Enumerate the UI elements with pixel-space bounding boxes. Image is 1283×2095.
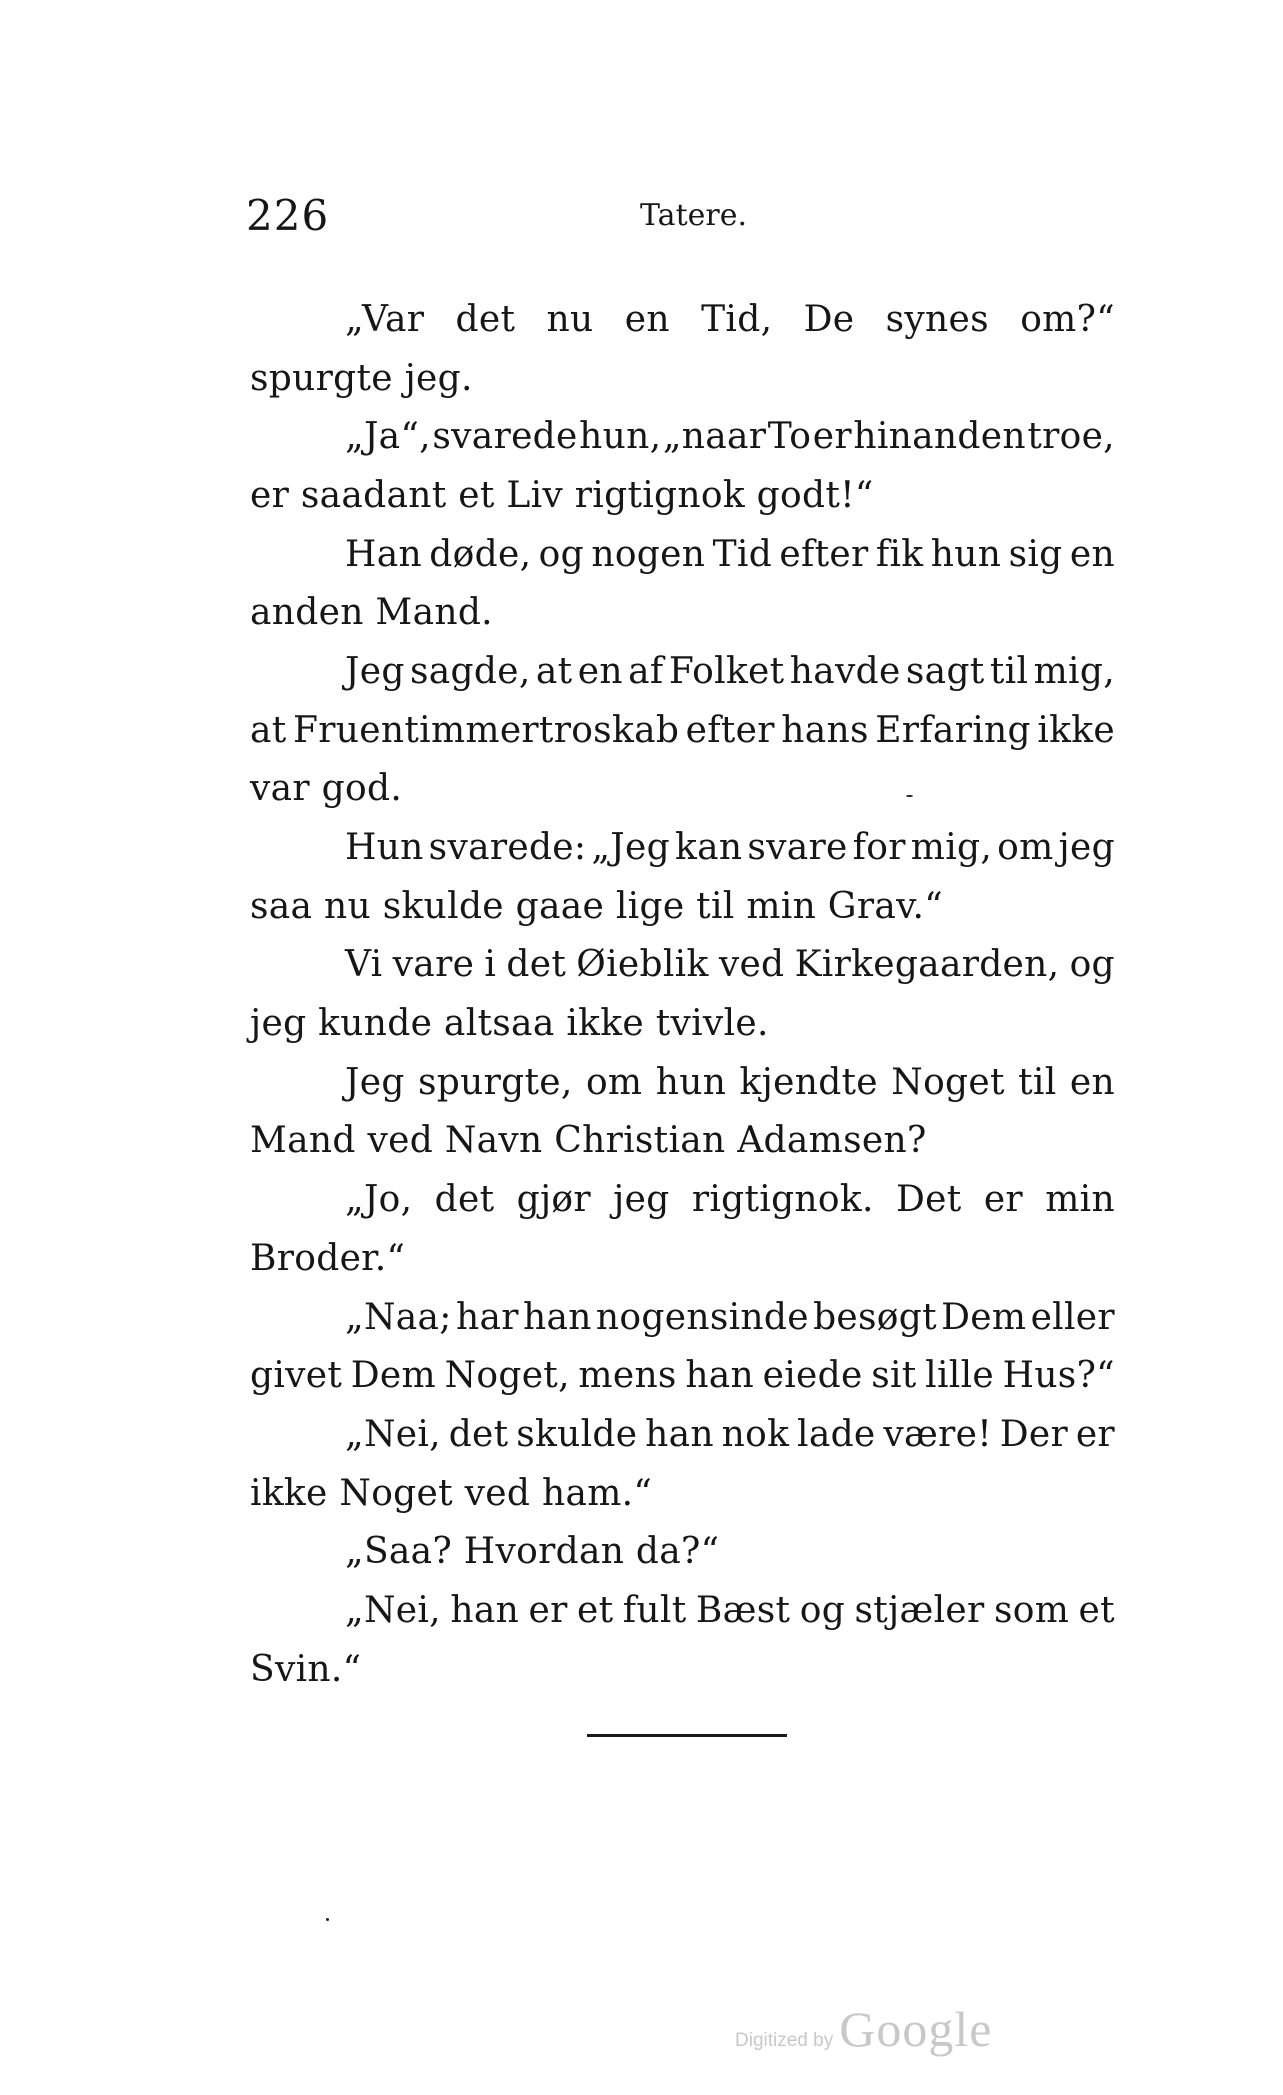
text-line: Vi vare i det Øieblik ved Kirkegaarden, og (345, 944, 1115, 986)
text-line: anden Mand. (250, 592, 493, 634)
text-line: Mand ved Navn Christian Adamsen? (250, 1120, 927, 1162)
text-line: spurgte jeg. (250, 357, 473, 399)
scan-speck (906, 795, 913, 797)
body-text (250, 290, 1115, 1699)
running-title: Tatere. (640, 198, 748, 233)
text-line: „Nei, det skulde han nok lade være! Der er (345, 1413, 1115, 1455)
text-line: Hun svarede: „Jeg kan svare for mig, om jeg (345, 827, 1115, 869)
text-line: Svin.“ (250, 1648, 362, 1690)
text-line: Jeg spurgte, om hun kjendte Noget til en (345, 1061, 1115, 1103)
text-line: „Nei, han er et fult Bæst og stjæler som et (345, 1589, 1115, 1631)
text-line: „Jo, det gjør jeg rigtignok. Det er min (345, 1179, 1115, 1221)
text-line: „Ja“, svarede hun, „naar To er hinanden troe, (345, 416, 1115, 458)
text-line: Jeg sagde, at en af Folket havde sagt til mig, (345, 650, 1115, 692)
text-line: var god. (250, 768, 403, 810)
watermark-brand: Google (839, 2001, 993, 2057)
text-line: givet Dem Noget, mens han eiede sit lille Hus?“ (250, 1355, 1115, 1397)
text-line: „Naa; har han nogensinde besøgt Dem eller (345, 1296, 1115, 1338)
text-line: ikke Noget ved ham.“ (250, 1472, 653, 1514)
text-line: Broder.“ (250, 1237, 406, 1279)
text-line: „Saa? Hvordan da?“ (345, 1531, 720, 1573)
digitization-watermark (735, 2000, 992, 2058)
text-line: saa nu skulde gaae lige til min Grav.“ (250, 885, 943, 927)
text-line: jeg kunde altsaa ikke tvivle. (250, 1003, 769, 1045)
scan-speck (326, 1918, 329, 1921)
text-line: er saadant et Liv rigtignok godt!“ (250, 474, 874, 516)
text-line: at Fruentimmertroskab efter hans Erfaring ikke (250, 709, 1115, 751)
section-end-rule (587, 1734, 787, 1737)
page-number: 226 (246, 191, 330, 240)
text-line: „Var det nu en Tid, De synes om?“ (345, 298, 1115, 340)
text-line: Han døde, og nogen Tid efter fik hun sig en (345, 533, 1115, 575)
watermark-prefix: Digitized by (735, 2030, 834, 2051)
